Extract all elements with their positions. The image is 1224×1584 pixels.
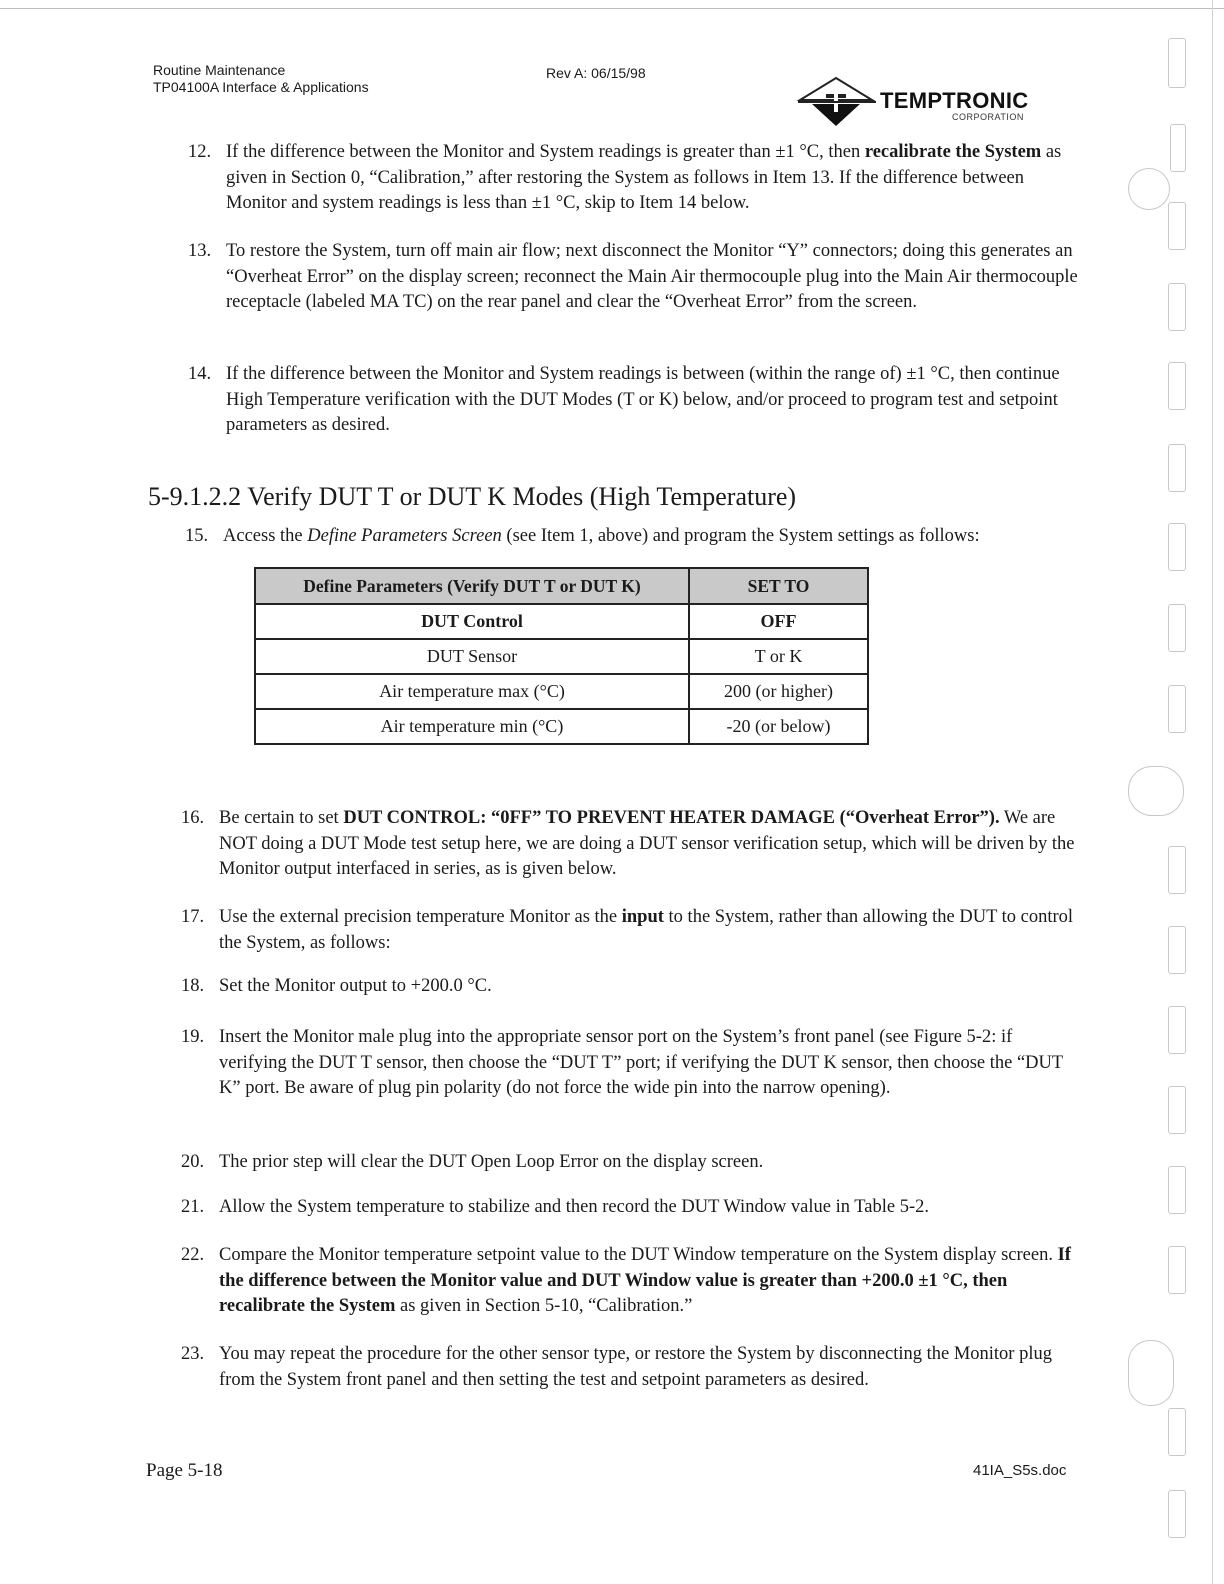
table-header-row <box>255 568 868 604</box>
list-item <box>181 1025 1081 1102</box>
item-text <box>219 1025 1081 1102</box>
binder-tab-mark <box>1168 202 1186 250</box>
binder-ring-mark <box>1128 1340 1174 1406</box>
binder-tab-mark <box>1168 1246 1186 1294</box>
binder-tab-mark <box>1168 283 1186 331</box>
bold-run: DUT CONTROL: “0FF” TO PREVENT HEATER DAMAGE (“Overheat Error”). <box>343 808 1000 828</box>
table-header-set-to: SET TO <box>689 568 868 604</box>
binder-ring-mark <box>1128 766 1184 816</box>
page-number: Page 5-18 <box>146 1460 223 1481</box>
binder-tab-mark <box>1168 1166 1186 1214</box>
text-run: Allow the System temperature to stabilize and then record the DUT Window value in Table 5-2. <box>219 1197 930 1217</box>
binder-tab-mark <box>1168 38 1186 88</box>
table-row <box>255 674 868 709</box>
item-text <box>219 1243 1081 1320</box>
header-document: TP04100A Interface & Applications <box>153 79 369 95</box>
binder-tab-mark <box>1168 1086 1186 1134</box>
table-cell-value: -20 (or below) <box>689 709 868 744</box>
item-number: 19. <box>181 1027 205 1047</box>
item-text <box>226 362 1088 439</box>
table-cell-value: T or K <box>689 639 868 674</box>
page-right-rule <box>1212 0 1213 1584</box>
list-item <box>181 1150 1081 1176</box>
item-number: 20. <box>181 1152 205 1172</box>
binder-tab-mark <box>1168 604 1186 652</box>
file-name: 41IA_S5s.doc <box>973 1462 1067 1479</box>
list-item <box>181 905 1081 956</box>
item-text <box>226 239 1088 316</box>
running-header <box>153 62 369 96</box>
list-item <box>181 806 1081 883</box>
item-text <box>219 905 1081 956</box>
text-run: You may repeat the procedure for the other sensor type, or restore the System by disconnecting the Monitor plug from the System front panel and then setting the test and setpoint parameters as desired. <box>219 1344 1052 1390</box>
table-row <box>255 604 868 639</box>
binder-tab-mark <box>1168 523 1186 571</box>
binder-ring-mark <box>1128 168 1170 210</box>
item-text <box>219 1150 1081 1176</box>
list-item <box>188 362 1088 439</box>
text-run: To restore the System, turn off main air flow; next disconnect the Monitor “Y” connectors; doing this generates an “Overheat Error” on the display screen; reconnect the Main Air thermocouple plug into the Main Air thermocouple receptacle (labeled MA TC) on the rear panel and clear the “Overheat Error” from the screen. <box>226 241 1078 312</box>
binder-tab-mark <box>1170 124 1186 172</box>
text-run: Access the <box>223 526 308 546</box>
text-run: as given in Section 0, “Calibration,” after restoring the System as follows in Item 13. If the difference between Monitor and system readings is less than ±1 °C, skip to Item 14 below. <box>226 142 1062 213</box>
table-cell-value: 200 (or higher) <box>689 674 868 709</box>
bold-run: input <box>621 907 664 927</box>
company-logo <box>796 74 1046 130</box>
binder-tab-mark <box>1168 1490 1186 1538</box>
list-item <box>188 140 1088 217</box>
text-run: Compare the Monitor temperature setpoint value to the DUT Window temperature on the System display screen. <box>219 1245 1058 1265</box>
table-cell-label: DUT Control <box>255 604 689 639</box>
text-run: to the System, rather than allowing the DUT to control the System, as follows: <box>219 907 1074 953</box>
define-parameters-table <box>254 567 869 745</box>
item-number: 16. <box>181 808 205 828</box>
table-header-parameter: Define Parameters (Verify DUT T or DUT K) <box>255 568 689 604</box>
page-top-rule <box>0 8 1224 9</box>
binder-tab-mark <box>1168 1408 1186 1456</box>
text-run: Use the external precision temperature Monitor as the <box>219 907 622 927</box>
logo-wordmark: TEMPTRONIC <box>880 88 1029 113</box>
table-row <box>255 709 868 744</box>
table-cell-label: Air temperature max (°C) <box>255 674 689 709</box>
bold-run: recalibrate the System <box>864 142 1042 162</box>
item-text <box>219 974 1081 1000</box>
text-run: as given in Section 5-10, “Calibration.” <box>395 1296 693 1316</box>
binder-tab-mark <box>1168 1006 1186 1054</box>
item-number: 15. <box>185 526 209 546</box>
table-cell-label: Air temperature min (°C) <box>255 709 689 744</box>
text-run: Insert the Monitor male plug into the appropriate sensor port on the System’s front panel (see Figure 5-2: if verifying the DUT T sensor, then choose the “DUT T” port; if verifying the DUT K sensor, then choose the “DUT K” port. Be aware of plug pin polarity (do not force the wide pin into the narrow opening). <box>219 1027 1063 1098</box>
item-text <box>219 1342 1081 1393</box>
item-number: 21. <box>181 1197 205 1217</box>
list-item <box>181 1195 1081 1221</box>
text-run: If the difference between the Monitor and System readings is between (within the range of) ±1 °C, then continue High Temperature verification with the DUT Modes (T or K) below, and/or proceed to program test and setpoint parameters as desired. <box>226 364 1060 435</box>
item-text <box>219 806 1081 883</box>
item-number: 22. <box>181 1245 205 1265</box>
binder-tab-mark <box>1168 846 1186 894</box>
temptronic-logo-icon <box>796 74 880 130</box>
binder-tab-mark <box>1168 362 1186 410</box>
text-run: The prior step will clear the DUT Open Loop Error on the display screen. <box>219 1152 764 1172</box>
list-item <box>181 1342 1081 1393</box>
list-item <box>188 239 1088 316</box>
item-number: 14. <box>188 364 212 384</box>
item-number: 18. <box>181 976 205 996</box>
section-heading: 5-9.1.2.2 Verify DUT T or DUT K Modes (High Temperature) <box>148 482 797 511</box>
text-run: Set the Monitor output to +200.0 °C. <box>219 976 492 996</box>
bold-run: If the difference between the Monitor value and DUT Window value is greater than +200.0 ±1 °C, then recalibrate the System <box>219 1245 1071 1316</box>
binder-tab-mark <box>1168 685 1186 733</box>
table-cell-label: DUT Sensor <box>255 639 689 674</box>
list-item <box>181 974 1081 1000</box>
item-text <box>219 1195 1081 1221</box>
item-number: 23. <box>181 1344 205 1364</box>
item-text <box>223 524 1095 550</box>
header-revision: Rev A: 06/15/98 <box>546 65 646 81</box>
list-item <box>181 1243 1081 1320</box>
text-run: Be certain to set <box>219 808 344 828</box>
item-text <box>226 140 1088 217</box>
text-run: If the difference between the Monitor and System readings is greater than ±1 °C, then <box>226 142 865 162</box>
italic-run: Define Parameters Screen <box>307 526 502 546</box>
list-item <box>185 524 1095 550</box>
binder-tab-mark <box>1168 444 1186 492</box>
binder-tab-mark <box>1168 926 1186 974</box>
text-run: (see Item 1, above) and program the System settings as follows: <box>501 526 980 546</box>
text-run: We are NOT doing a DUT Mode test setup here, we are doing a DUT sensor verification setup, which will be driven by the Monitor output interfaced in series, as is given below. <box>219 808 1075 879</box>
header-section: Routine Maintenance <box>153 62 286 78</box>
item-number: 17. <box>181 907 205 927</box>
item-number: 13. <box>188 241 212 261</box>
item-number: 12. <box>188 142 212 162</box>
table-cell-value: OFF <box>689 604 868 639</box>
logo-subtitle: CORPORATION <box>952 112 1024 122</box>
table-row <box>255 639 868 674</box>
